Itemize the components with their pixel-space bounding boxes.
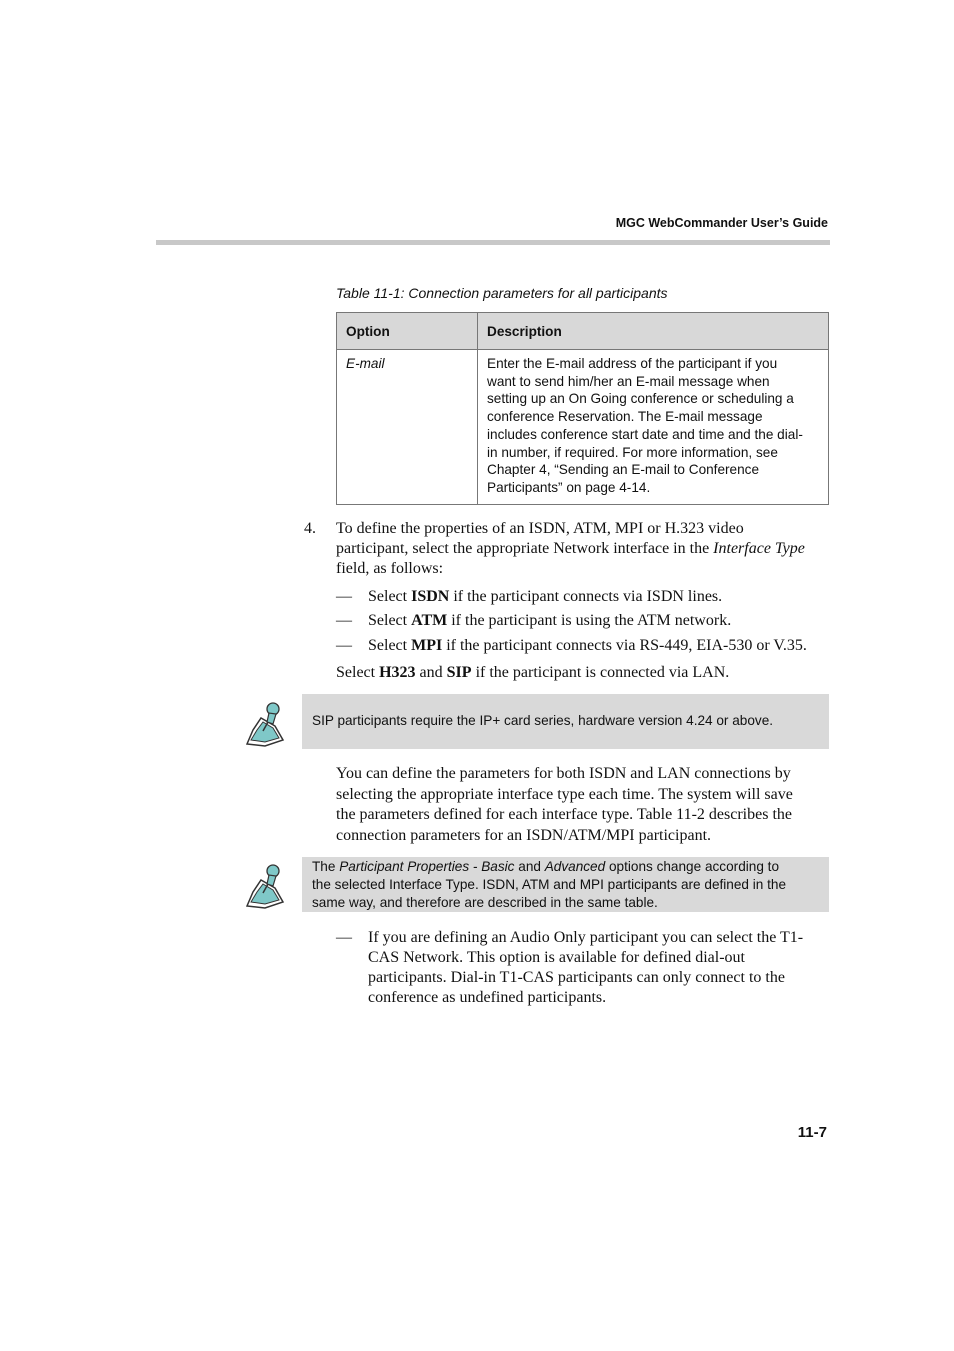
list-line: conference as undefined participants.: [368, 989, 607, 1006]
mpi-term: MPI: [411, 637, 443, 654]
em-dash: —: [336, 588, 352, 605]
body-paragraph: [336, 764, 831, 846]
paragraph-line: selecting the appropriate interface type each time. The system will save: [336, 785, 793, 803]
note-text: SIP participants require the IP+ card series, hardware version 4.24 or above.: [312, 713, 774, 728]
note-line: same way, and therefore are described in the same table.: [312, 895, 658, 910]
table-header-row: [337, 313, 829, 350]
list-line: If you are defining an Audio Only participant you can select the T1-: [368, 929, 804, 946]
note-icon: [243, 700, 289, 748]
isdn-term: ISDN: [411, 588, 450, 605]
page-number: 11-7: [797, 1124, 827, 1141]
description-line: conference Reservation. The E-mail message: [487, 409, 763, 425]
running-header: MGC WebCommander User’s Guide: [615, 216, 828, 230]
list-item: [336, 928, 831, 1010]
note-line: The Participant Properties - Basic and Advanced options change according to: [312, 859, 780, 874]
select-lan-line: Select H323 and SIP if the participant is connected via LAN.: [336, 664, 730, 681]
note-box: [302, 857, 829, 912]
description-line: Participants” on page 4-14.: [487, 479, 651, 495]
table-row: [337, 350, 829, 505]
connection-parameters-table: [336, 312, 829, 505]
atm-term: ATM: [411, 612, 448, 629]
option-cell: E-mail: [337, 350, 478, 505]
note-text: [302, 857, 829, 912]
list-line: participants. Dial-in T1-CAS participants can only connect to the: [368, 969, 785, 986]
list-line: CAS Network. This option is available for defined dial-out: [368, 949, 745, 966]
header-rule: [156, 240, 830, 245]
description-line: setting up an On Going conference or scheduling a: [487, 391, 794, 407]
step-line: participant, select the appropriate Network interface in the Interface Type: [336, 540, 805, 557]
paragraph-line: connection parameters for an ISDN/ATM/MPI participant.: [336, 826, 712, 844]
note-line: the selected Interface Type. ISDN, ATM and MPI participants are defined in the: [312, 877, 787, 892]
description-cell: [478, 350, 829, 505]
description-line: includes conference start date and time and the dial-: [487, 426, 803, 442]
interface-type-term: Interface Type: [713, 540, 805, 557]
step-text: [336, 519, 831, 579]
em-dash: —: [336, 637, 352, 654]
description-line: Chapter 4, “Sending an E-mail to Conference: [487, 462, 760, 478]
h323-term: H323: [379, 664, 416, 681]
paragraph-line: You can define the parameters for both ISDN and LAN connections by: [336, 765, 791, 782]
column-header-option: Option: [337, 313, 478, 350]
note-icon: [243, 862, 289, 910]
note-box: [302, 694, 829, 749]
step-line: To define the properties of an ISDN, ATM, MPI or H.323 video: [336, 520, 744, 537]
description-line: Enter the E-mail address of the participant if you: [487, 356, 778, 371]
paragraph-line: the parameters defined for each interface type. Table 11-2 describes the: [336, 806, 792, 823]
em-dash: —: [336, 929, 352, 946]
description-line: in number, if required. For more information, see: [487, 444, 778, 460]
description-line: want to send him/her an E-mail message when: [487, 373, 770, 389]
step-line: field, as follows:: [336, 560, 444, 577]
step-number: 4.: [304, 520, 316, 537]
sip-term: SIP: [446, 664, 472, 681]
column-header-description: Description: [478, 313, 829, 350]
em-dash: —: [336, 612, 352, 629]
table-caption: Table 11-1: Connection parameters for all participants: [336, 285, 668, 301]
